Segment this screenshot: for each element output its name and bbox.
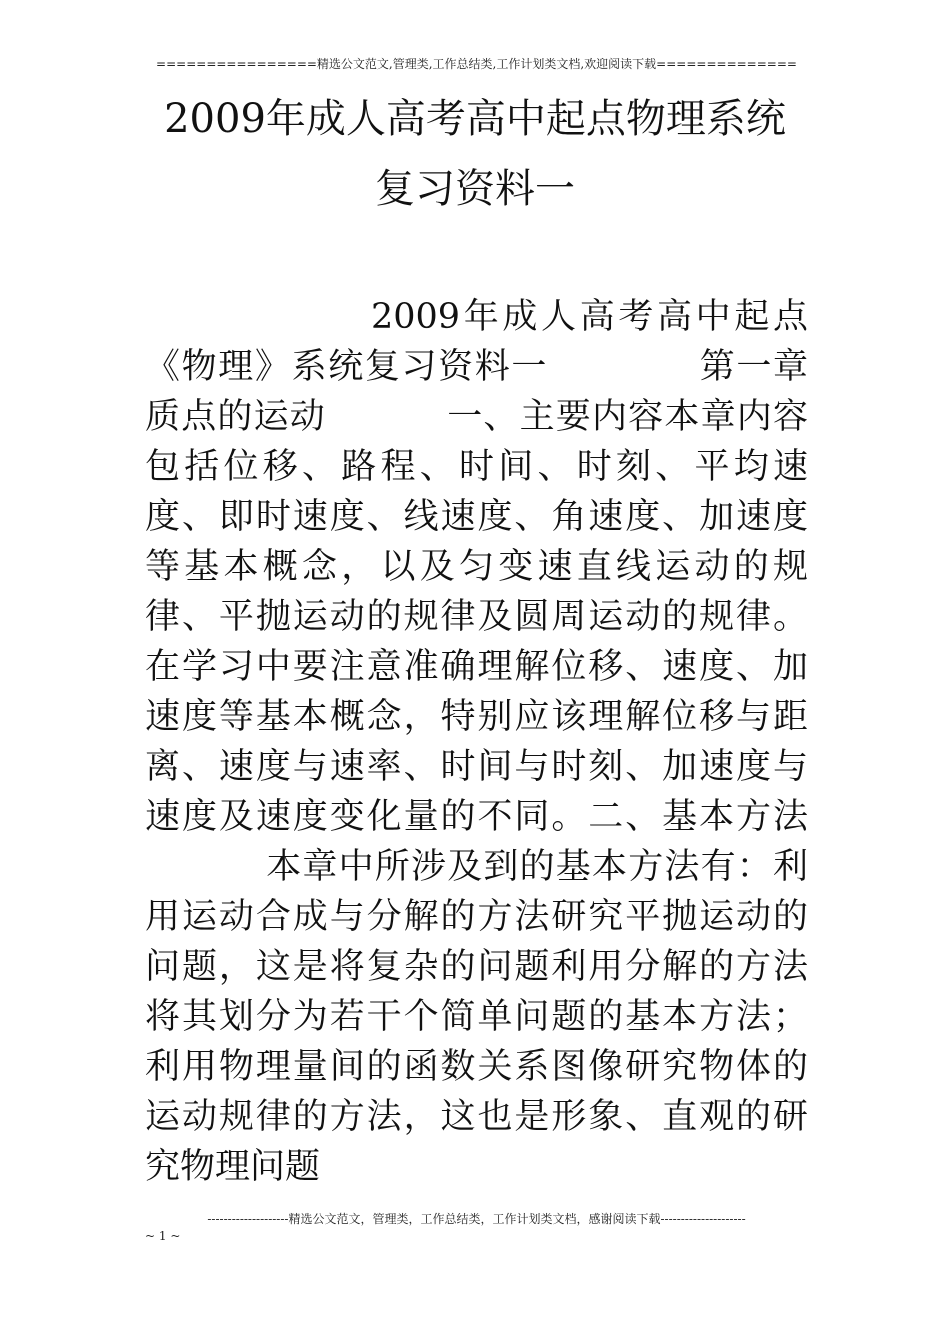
footer-banner: --------------------精选公文范文，管理类，工作总结类，工作计划类文档，感谢阅读下载--------------------- [207, 1212, 746, 1226]
document-title: 2009年成人高考高中起点物理系统 [164, 96, 786, 142]
page-number: ~ 1 ~ [145, 1229, 181, 1243]
chapter-heading: 第一章 质点的运动 [145, 347, 844, 437]
section-heading-main-content: 一、主要内容 [446, 397, 665, 437]
document-subtitle: 复习资料一 [375, 166, 575, 212]
section-body-main-content: 本章内容包括位移、路程、时间、时刻、平均速度、即时速度、线速度、角速度、加速度等基本概念，以及匀变速直线运动的规律、平抛运动的规律及圆周运动的规律。在学习中要注意准确理解位移、速度、加速度等基本概念，特别应该理解位移与距离、速度与速率、时间与时刻、加速度与速度及速度变化量的不同。 [145, 397, 808, 837]
header-banner: ================精选公文范文,管理类,工作总结类,工作计划类文档,欢迎阅读下载============== [156, 57, 797, 71]
section-body-basic-methods: 本章中所涉及到的基本方法有：利用运动合成与分解的方法研究平抛运动的问题，这是将复杂的问题利用分解的方法将其划分为若干个简单问题的基本方法；利用物理量间的函数关系图像研究物体的运动规律的方法，这也是形象、直观的研究物理问题 [145, 847, 808, 1187]
document-body [145, 292, 844, 1192]
section-heading-basic-methods: 二、基本方法 [588, 797, 808, 837]
lead-paragraph: 2009年成人高考高中起点《物理》系统复习资料一 [145, 297, 808, 387]
